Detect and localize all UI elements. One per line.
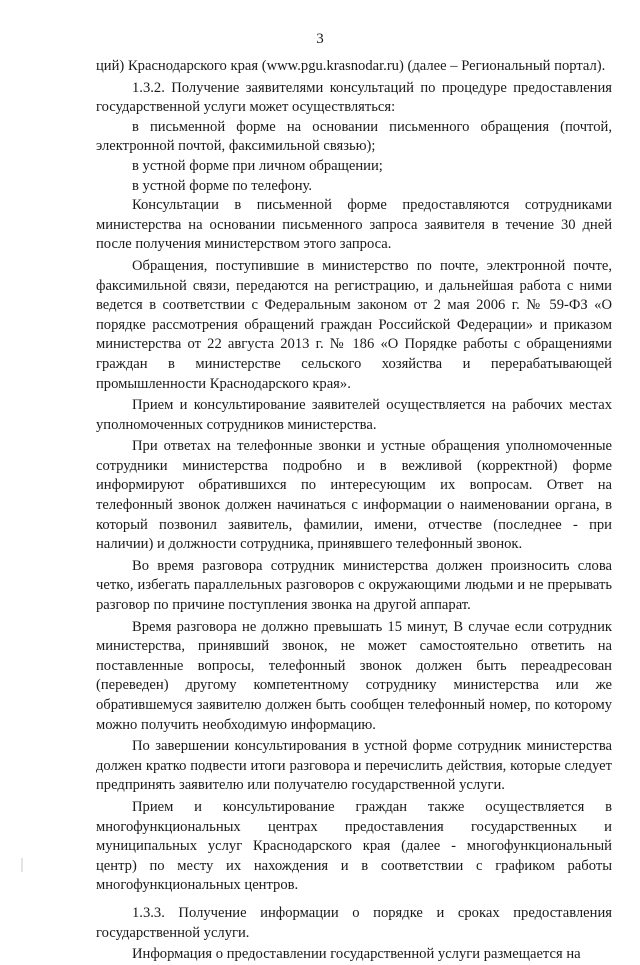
scan-margin-mark (21, 858, 23, 872)
paragraph-phone-answers: При ответах на телефонные звонки и устные обращения уполномоченные сотрудники министерства подробно и в вежливой (корректной) форме информируют обратившихся по интересующим их вопросам. Ответ на телефонный звонок должен начинаться с информации о наименовании органа, в который позвонил заявитель, фамилии, имени, отчестве (последнее - при наличии) и должности сотрудника, принявшего телефонный звонок. (96, 438, 612, 553)
paragraph-reception: Прием и консультирование заявителей осуществляется на рабочих местах уполномоченных сотрудников министерства. (96, 397, 612, 433)
paragraph-conversation-time: Время разговора не должно превышать 15 минут, В случае если сотрудник министерства, принявший звонок, не может самостоятельно ответить на поставленные вопросы, телефонный звонок должен быть переадресован (переведен) другому компетентному сотруднику министерства или же обратившемуся заявителю должен быть сообщен телефонный номер, по которому можно получить необходимую информацию. (96, 618, 612, 733)
paragraph-mfc-reception: Прием и консультирование граждан также осуществляется в многофункциональных центрах предоставления государственных и муниципальных услуг Краснодарского края (далее - многофункциональный центр) по месту их нахождения и в соответствии с графиком работы многофункциональных центров. (96, 798, 612, 894)
paragraph-portal-continuation: ций) Краснодарского края (www.pgu.krasnodar.ru) (далее – Региональный портал). (96, 58, 606, 74)
page-number: 3 (316, 31, 324, 47)
paragraph-conversation-rules: Во время разговора сотрудник министерства должен произносить слова четко, избегать параллельных разговоров с окружающими людьми и не прерывать разговор по причине поступления звонка на другой аппарат. (96, 557, 612, 614)
paragraph-information-placement: Информация о предоставлении государственной услуги размещается на (132, 946, 581, 963)
paragraph-1-3-3: 1.3.3. Получение информации о порядке и сроках предоставления государственной услуги. (96, 904, 612, 941)
paragraph-incoming-requests: Обращения, поступившие в министерство по почте, электронной почте, факсимильной связи, передаются на регистрацию, и дальнейшая работа с ними ведется в соответствии с Федеральным законом от 2 мая 2006 г. № 59-ФЗ «О порядке рассмотрения обращений граждан Российской Федерации» и приказом министерства от 22 августа 2013 г. № 186 «О Порядке работы с обращениями граждан в министерстве сельского хозяйства и перерабатывающей промышленности Краснодарского края». (96, 257, 612, 392)
list-item-written-form: в письменной форме на основании письменного обращения (почтой, электронной почтой, факсимильной связью); (96, 118, 612, 155)
paragraph-1-3-2: 1.3.2. Получение заявителями консультаций по процедуре предоставления государственной услуги может осуществляться: (96, 79, 612, 116)
document-body (96, 57, 612, 965)
list-item-oral-in-person: в устной форме при личном обращении; (132, 157, 383, 174)
list-item-oral-phone: в устной форме по телефону. (132, 177, 313, 194)
paragraph-written-consultations: Консультации в письменной форме предоставляются сотрудниками министерства на основании письменного запроса заявителя в течение 30 дней после получения министерством этого запроса. (96, 197, 612, 253)
paragraph-consultation-end: По завершении консультирования в устной форме сотрудник министерства должен кратко подвести итоги разговора и перечислить действия, которые следует предпринять заявителю или получателю государственной услуги. (96, 738, 612, 794)
